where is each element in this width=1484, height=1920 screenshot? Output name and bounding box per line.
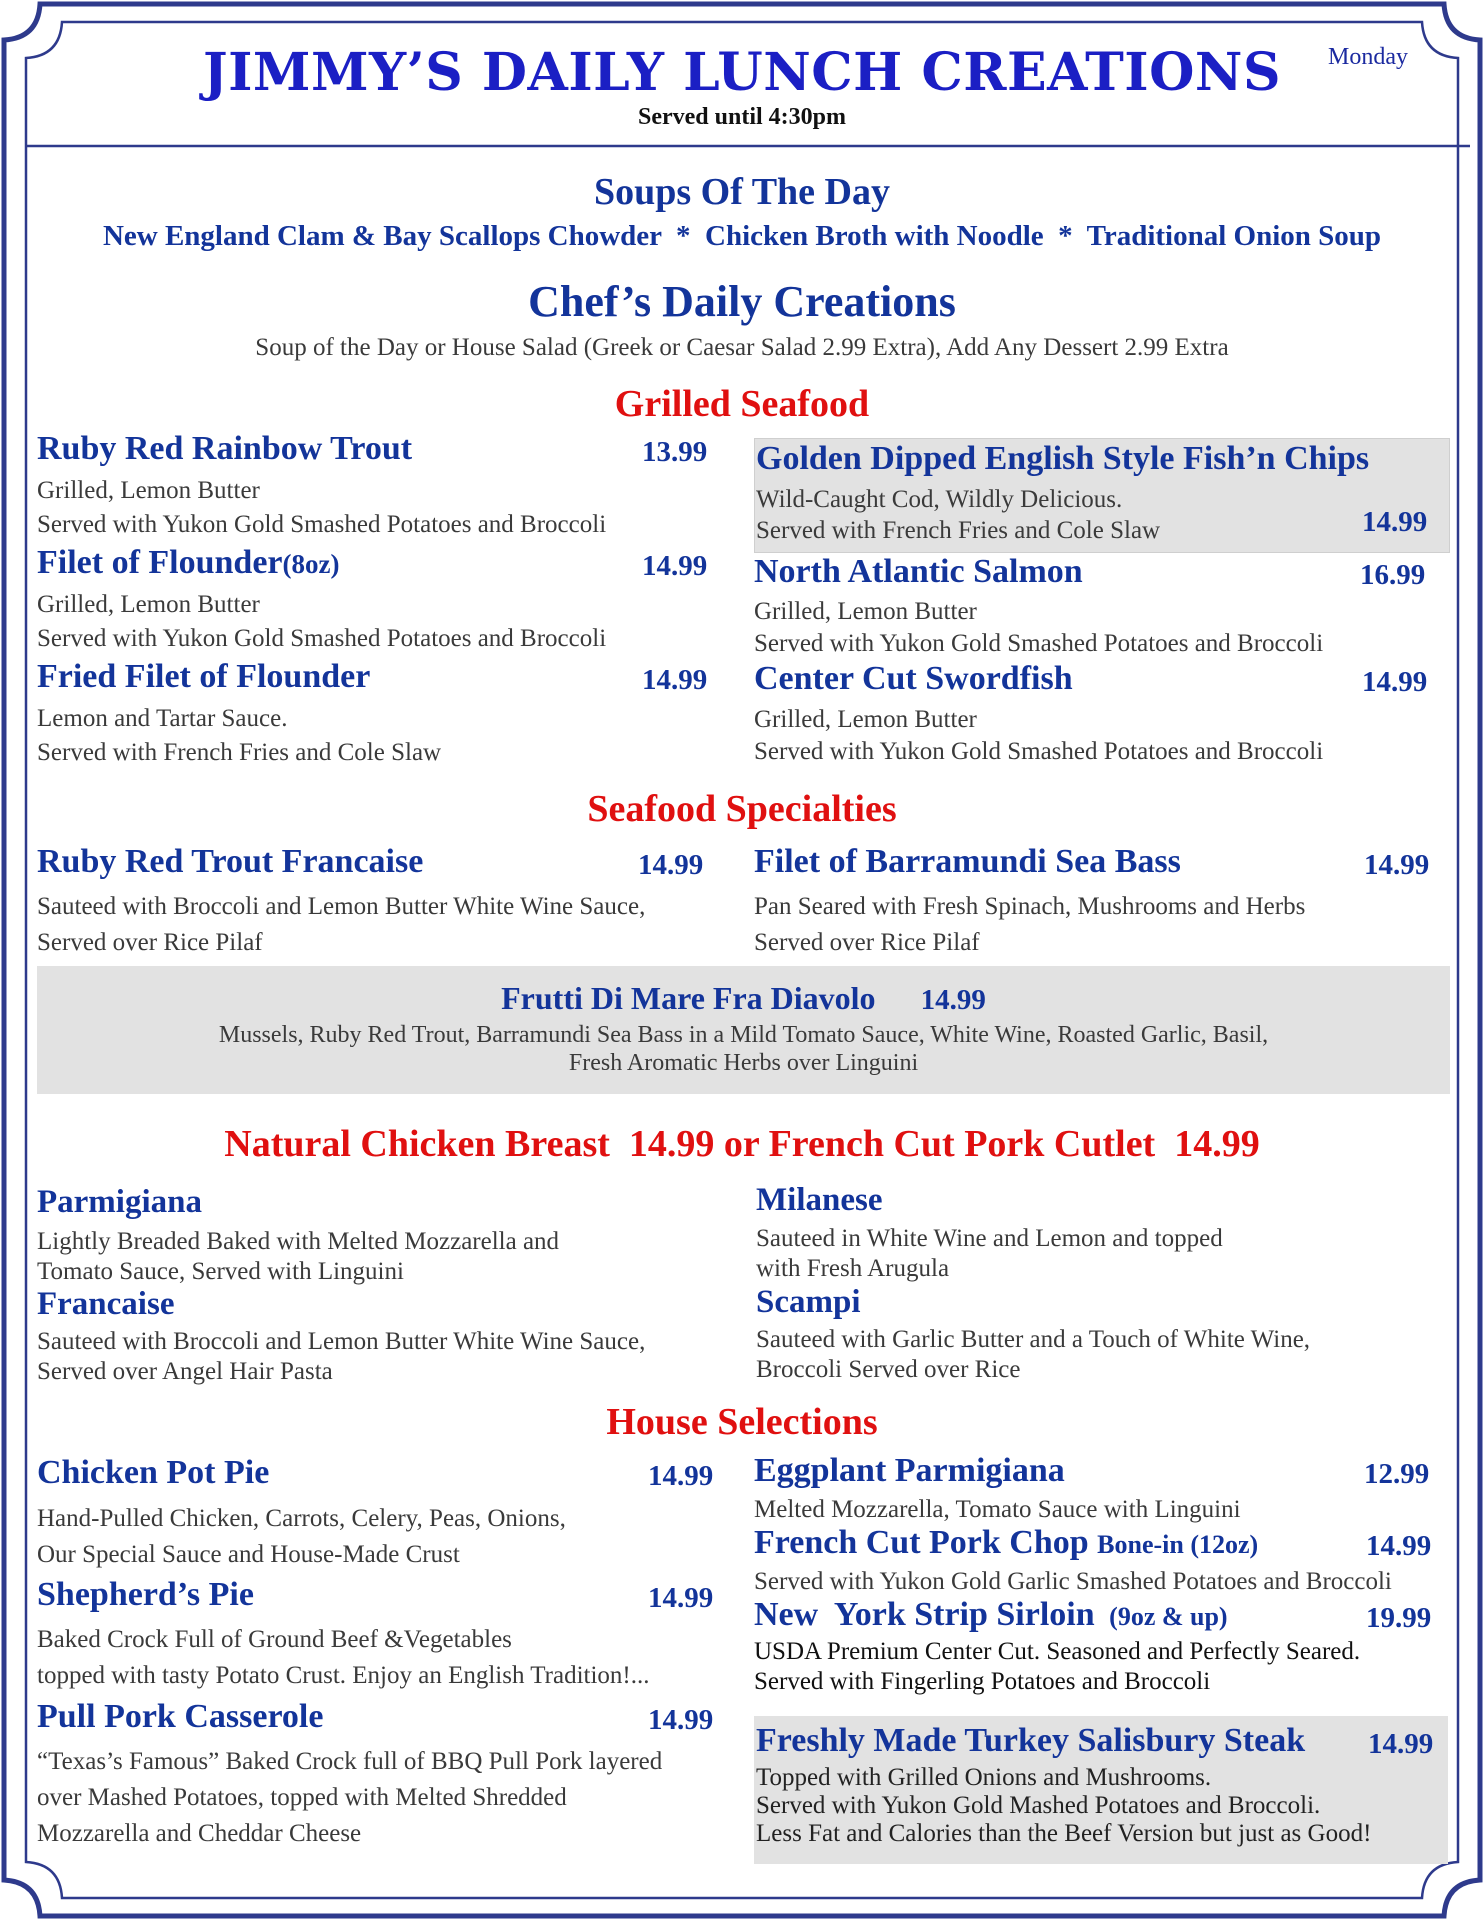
dish-description: Broccoli Served over Rice [756, 1356, 1021, 1383]
chef-heading: Chef’s Daily Creations [528, 277, 956, 326]
dish-price: 19.99 [1366, 1602, 1432, 1634]
grilled-heading: Grilled Seafood [614, 383, 870, 425]
page-title: JIMMY’S DAILY LUNCH CREATIONS [202, 42, 1281, 103]
dish-description: Pan Seared with Fresh Spinach, Mushrooms and Herbs [754, 893, 1306, 920]
dish-description: Served over Angel Hair Pasta [37, 1358, 333, 1385]
dish-description: Served with French Fries and Cole Slaw [756, 517, 1161, 544]
dish-name-text: New York Strip Sirloin [754, 1596, 1095, 1633]
dish-description: “Texas’s Famous” Baked Crock full of BBQ Pull Pork layered [37, 1748, 663, 1775]
dish-description: Topped with Grilled Onions and Mushrooms. [756, 1764, 1212, 1791]
dish-description: Served with Yukon Gold Smashed Potatoes and Broccoli [37, 511, 607, 538]
dish-description: Fresh Aromatic Herbs over Linguini [568, 1050, 919, 1076]
dish-name: Milanese [756, 1182, 883, 1218]
dish-description: Melted Mozzarella, Tomato Sauce with Linguini [754, 1496, 1241, 1523]
dish-name: Freshly Made Turkey Salisbury Steak [756, 1722, 1306, 1759]
dish-description: Lightly Breaded Baked with Melted Mozzarella and [37, 1228, 560, 1255]
dish-description: Served with Fingerling Potatoes and Broccoli [754, 1668, 1211, 1695]
dish-description: Grilled, Lemon Butter [37, 591, 260, 618]
dish-price: 14.99 [642, 550, 708, 582]
day-label: Monday [1328, 44, 1408, 70]
dish-name: Fried Filet of Flounder [37, 658, 371, 695]
dish-description: Wild-Caught Cod, Wildly Delicious. [756, 486, 1123, 513]
dish-size: Bone-in (12oz) [1097, 1530, 1259, 1559]
dish-name: Francaise [37, 1286, 175, 1322]
dish-name: Center Cut Swordfish [754, 660, 1073, 697]
dish-price: 14.99 [638, 849, 704, 881]
dish-name: Shepherd’s Pie [37, 1576, 254, 1613]
dish-description: Less Fat and Calories than the Beef Version but just as Good! [756, 1820, 1372, 1847]
dish-description: topped with tasty Potato Crust. Enjoy an English Tradition!... [37, 1662, 650, 1689]
dish-price: 14.99 [1364, 849, 1430, 881]
dish-description: Served with Yukon Gold Mashed Potatoes and Broccoli. [756, 1792, 1321, 1819]
dish-price: 14.99 [1362, 666, 1428, 698]
dish-description: over Mashed Potatoes, topped with Melted Shredded [37, 1784, 567, 1811]
dish-size: (8oz) [282, 549, 340, 579]
dish-description: Our Special Sauce and House-Made Crust [37, 1541, 460, 1568]
dish-price: 13.99 [642, 436, 708, 468]
dish-price: 14.99 [648, 1582, 714, 1614]
dish-description: Served with Yukon Gold Smashed Potatoes and Broccoli [754, 738, 1324, 765]
dish-description: Tomato Sauce, Served with Linguini [37, 1258, 404, 1285]
chef-note: Soup of the Day or House Salad (Greek or Caesar Salad 2.99 Extra), Add Any Dessert 2.99 Extra [255, 334, 1229, 361]
dish-description: Mussels, Ruby Red Trout, Barramundi Sea Bass in a Mild Tomato Sauce, White Wine, Roasted Garlic, Basil, [218, 1022, 1269, 1048]
dish-description: Hand-Pulled Chicken, Carrots, Celery, Peas, Onions, [37, 1505, 566, 1532]
dish-description: Sauteed in White Wine and Lemon and topped [756, 1225, 1223, 1252]
dish-name: North Atlantic Salmon [754, 553, 1083, 590]
soups-heading: Soups Of The Day [593, 171, 890, 213]
dish-price: 14.99 [1366, 1530, 1432, 1562]
featured-dish-title [37, 980, 1450, 1017]
dish-name: Pull Pork Casserole [37, 1698, 324, 1735]
dish-description: USDA Premium Center Cut. Seasoned and Perfectly Seared. [754, 1638, 1361, 1665]
dish-price: 14.99 [648, 1460, 714, 1492]
specialties-heading: Seafood Specialties [587, 788, 897, 830]
dish-name [754, 1596, 1228, 1634]
dish-description: Served with French Fries and Cole Slaw [37, 739, 442, 766]
dish-price: 14.99 [642, 664, 708, 696]
dish-name: Ruby Red Trout Francaise [37, 843, 424, 880]
dish-price: 16.99 [1360, 559, 1426, 591]
dish-description: Served with Yukon Gold Smashed Potatoes and Broccoli [37, 625, 607, 652]
dish-price: 14.99 [920, 984, 986, 1016]
dish-price: 14.99 [1362, 506, 1428, 538]
dish-description: Grilled, Lemon Butter [37, 477, 260, 504]
dish-description: Sauteed with Broccoli and Lemon Butter White Wine Sauce, [37, 1328, 646, 1355]
dish-description: Grilled, Lemon Butter [754, 598, 977, 625]
dish-description: Served over Rice Pilaf [37, 929, 263, 956]
dish-name: Scampi [756, 1284, 861, 1320]
dish-description: Sauteed with Broccoli and Lemon Butter White Wine Sauce, [37, 893, 646, 920]
dish-price: 14.99 [648, 1704, 714, 1736]
dish-name-text: Filet of Flounder [37, 544, 283, 581]
dish-size: (9oz & up) [1109, 1602, 1228, 1631]
dish-description: Sauteed with Garlic Butter and a Touch of White Wine, [756, 1326, 1311, 1353]
dish-name: Eggplant Parmigiana [754, 1452, 1065, 1489]
chicken-heading: Natural Chicken Breast 14.99 or French Cut Pork Cutlet 14.99 [224, 1123, 1260, 1165]
dish-name: Chicken Pot Pie [37, 1454, 270, 1491]
dish-name: Filet of Barramundi Sea Bass [754, 843, 1181, 880]
dish-description: Grilled, Lemon Butter [754, 706, 977, 733]
dish-price: 14.99 [1368, 1728, 1434, 1760]
dish-name [37, 544, 340, 582]
dish-description: Served with Yukon Gold Smashed Potatoes and Broccoli [754, 630, 1324, 657]
dish-name-text: French Cut Pork Chop [754, 1524, 1089, 1561]
dish-name: Ruby Red Rainbow Trout [37, 430, 413, 467]
house-heading: House Selections [606, 1401, 878, 1443]
dish-name: Frutti Di Mare Fra Diavolo [501, 980, 876, 1016]
dish-description: Served over Rice Pilaf [754, 929, 980, 956]
page-subtitle: Served until 4:30pm [637, 104, 846, 130]
dish-name: Parmigiana [37, 1184, 202, 1220]
dish-description: Lemon and Tartar Sauce. [37, 705, 288, 732]
dish-description: Mozzarella and Cheddar Cheese [37, 1820, 362, 1847]
dish-name [754, 1524, 1258, 1562]
dish-description: with Fresh Arugula [756, 1255, 950, 1282]
dish-description: Served with Yukon Gold Garlic Smashed Potatoes and Broccoli [754, 1568, 1392, 1595]
dish-name: Golden Dipped English Style Fish’n Chips [756, 440, 1370, 477]
soups-list: New England Clam & Bay Scallops Chowder * Chicken Broth with Noodle * Traditional Onion Soup [102, 220, 1382, 252]
dish-description: Baked Crock Full of Ground Beef &Vegetables [37, 1626, 512, 1653]
dish-price: 12.99 [1364, 1458, 1430, 1490]
